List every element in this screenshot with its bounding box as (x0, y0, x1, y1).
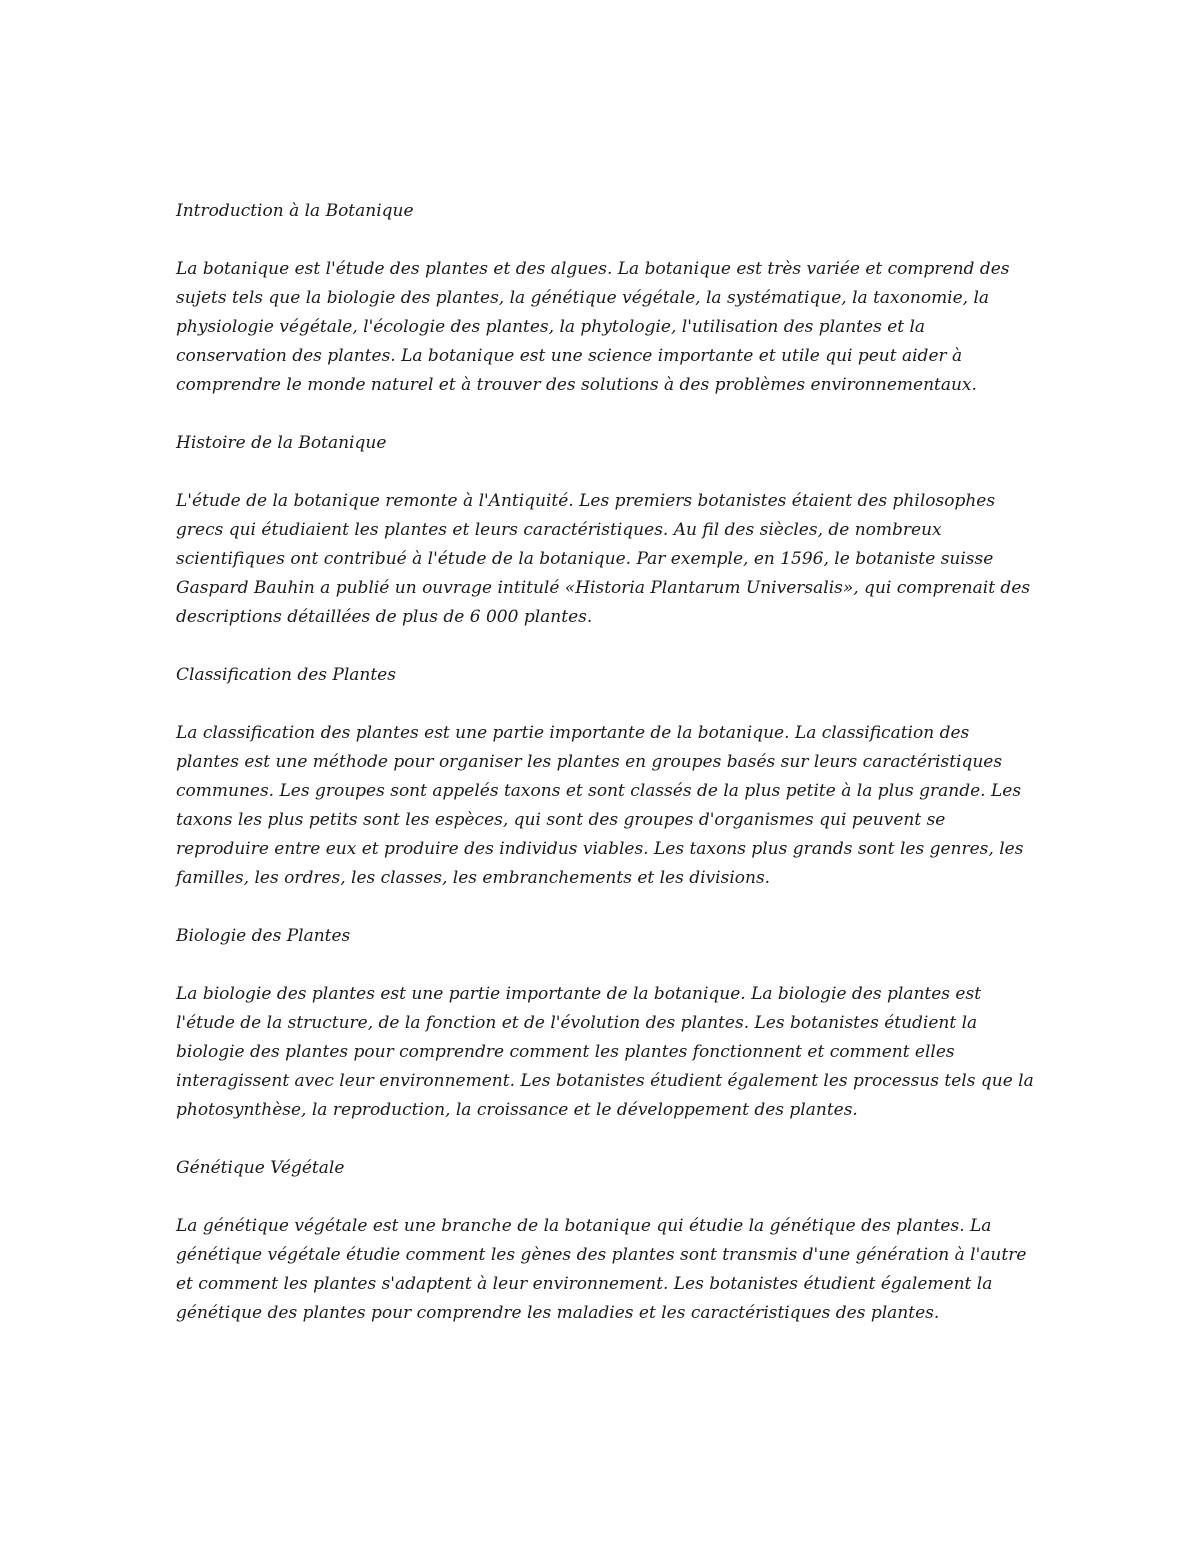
section-body-biologie: La biologie des plantes est une partie importante de la botanique. La biologie des plantes est l'étude de la structure, de la fonction et de l'évolution des plantes. Les botanistes étudient la biologie des plantes pour comprendre comment les plantes fonctionnent et comment elles interagissent avec leur environnement. Les botanistes étudient également les processus tels que la photosynthèse, la reproduction, la croissance et le développement des plantes. (176, 984, 1034, 1120)
section-heading-genetique: Génétique Végétale (176, 1158, 345, 1178)
section-heading-introduction: Introduction à la Botanique (176, 201, 414, 221)
section-body-classification: La classification des plantes est une partie importante de la botanique. La classification des plantes est une méthode pour organiser les plantes en groupes basés sur leurs caractéristiques communes. Les groupes sont appelés taxons et sont classés de la plus petite à la plus grande. Les taxons les plus petits sont les espèces, qui sont des groupes d'organismes qui peuvent se reproduire entre eux et produire des individus viables. Les taxons plus grands sont les genres, les familles, les ordres, les classes, les embranchements et les divisions. (176, 723, 1024, 888)
section-heading-biologie: Biologie des Plantes (176, 926, 351, 946)
section-body-genetique: La génétique végétale est une branche de la botanique qui étudie la génétique des plantes. La génétique végétale étudie comment les gènes des plantes sont transmis d'une génération à l'autre et comment les plantes s'adaptent à leur environnement. Les botanistes étudient également la génétique des plantes pour comprendre les maladies et les caractéristiques des plantes. (176, 1216, 1027, 1323)
section-heading-classification: Classification des Plantes (176, 665, 396, 685)
section-body-histoire: L'étude de la botanique remonte à l'Antiquité. Les premiers botanistes étaient des philosophes grecs qui étudiaient les plantes et leurs caractéristiques. Au fil des siècles, de nombreux scientifiques ont contribué à l'étude de la botanique. Par exemple, en 1596, le botaniste suisse Gaspard Bauhin a publié un ouvrage intitulé «Historia Plantarum Universalis», qui comprenait des descriptions détaillées de plus de 6 000 plantes. (176, 491, 1031, 627)
section-heading-histoire: Histoire de la Botanique (176, 433, 387, 453)
section-body-introduction: La botanique est l'étude des plantes et des algues. La botanique est très variée et comprend des sujets tels que la biologie des plantes, la génétique végétale, la systématique, la taxonomie, la physiologie végétale, l'écologie des plantes, la phytologie, l'utilisation des plantes et la conservation des plantes. La botanique est une science importante et utile qui peut aider à comprendre le monde naturel et à trouver des solutions à des problèmes environnementaux. (176, 259, 1010, 395)
document-content (176, 197, 1036, 1357)
